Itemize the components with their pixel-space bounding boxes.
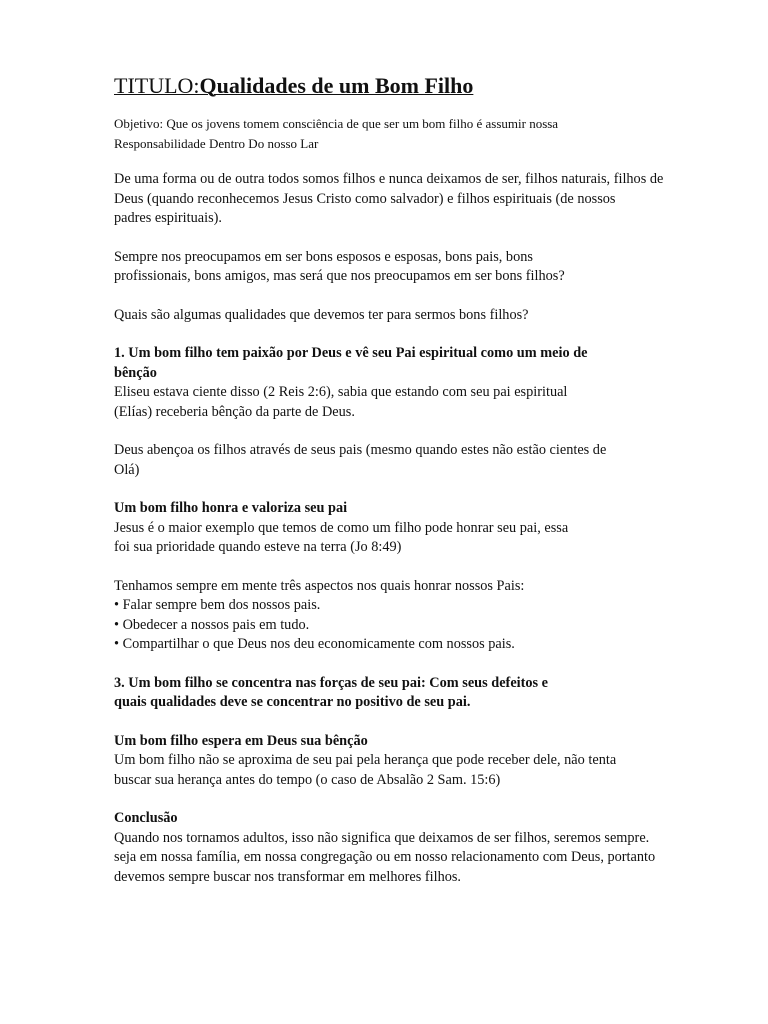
paragraph-text-line: • Falar sempre bem dos nossos pais. [114,597,321,613]
paragraph [114,248,694,287]
paragraph-heading-line: Conclusão [114,810,178,826]
document-body [114,170,694,887]
document-title [114,72,694,100]
paragraph-text-line: foi sua prioridade quando esteve na terra (Jo 8:49) [114,539,402,555]
paragraph-text-line: buscar sua herança antes do tempo (o caso de Absalão 2 Sam. 15:6) [114,771,501,788]
paragraph [114,732,694,791]
paragraph-text-line: • Compartilhar o que Deus nos deu economicamente com nossos pais. [114,636,515,652]
paragraph-heading-line: 1. Um bom filho tem paixão por Deus e vê seu Pai espiritual como um meio de [114,345,588,361]
paragraph-text-line: Deus abençoa os filhos através de seus pais (mesmo quando estes não estão cientes de [114,442,607,458]
paragraph-text-line: Quando nos tornamos adultos, isso não significa que deixamos de ser filhos, seremos sempre. [114,829,650,846]
title-prefix: TITULO: [114,73,200,98]
paragraph-heading-line: 3. Um bom filho se concentra nas forças de seu pai: Com seus defeitos e [114,674,549,691]
paragraph-text-line: Tenhamos sempre em mente três aspectos nos quais honrar nossos Pais: [114,577,525,594]
paragraph [114,499,694,558]
paragraph-text-line: seja em nossa família, em nossa congregação ou em nosso relacionamento com Deus, portanto [114,849,656,865]
paragraph-text-line: Sempre nos preocupamos em ser bons esposos e esposas, bons pais, bons [114,248,533,265]
paragraph-text-line: Deus (quando reconhecemos Jesus Cristo como salvador) e filhos espirituais (de nossos [114,190,616,207]
paragraph [114,577,694,655]
paragraph-text-line: devemos sempre buscar nos transformar em melhores filhos. [114,868,461,885]
document-page [114,72,694,906]
paragraph [114,441,694,480]
paragraph-text-line: Eliseu estava ciente disso (2 Reis 2:6), sabia que estando com seu pai espiritual [114,384,568,400]
paragraph-text-line: Jesus é o maior exemplo que temos de como um filho pode honrar seu pai, essa [114,519,569,536]
paragraph [114,344,694,422]
paragraph-text-line: (Elías) receberia bênção da parte de Deus. [114,403,355,420]
paragraph-heading-line: bênção [114,364,157,381]
paragraph-text-line: • Obedecer a nossos pais em tudo. [114,616,310,633]
paragraph-text-line: profissionais, bons amigos, mas será que nos preocupamos em ser bons filhos? [114,268,565,284]
paragraph-heading-line: quais qualidades deve se concentrar no positivo de seu pai. [114,694,471,710]
paragraph-heading-line: Um bom filho honra e valoriza seu pai [114,500,348,516]
paragraph [114,674,694,713]
paragraph-heading-line: Um bom filho espera em Deus sua bênção [114,732,368,749]
paragraph-text-line: padres espirituais). [114,210,222,226]
paragraph [114,809,694,887]
objective-block [114,114,694,154]
paragraph-text-line: Um bom filho não se aproxima de seu pai pela herança que pode receber dele, não tenta [114,752,617,768]
paragraph-text-line: De uma forma ou de outra todos somos filhos e nunca deixamos de ser, filhos naturais, filhos de [114,171,664,187]
paragraph-text-line: Olá) [114,461,140,478]
objective-line: Objetivo: Que os jovens tomem consciência de que ser um bom filho é assumir nossa [114,116,559,131]
objective-line: Responsabilidade Dentro Do nosso Lar [114,136,319,151]
title-main: Qualidades de um Bom Filho [199,73,474,98]
paragraph-text-line: Quais são algumas qualidades que devemos ter para sermos bons filhos? [114,306,529,323]
paragraph [114,170,694,229]
paragraph [114,306,694,326]
